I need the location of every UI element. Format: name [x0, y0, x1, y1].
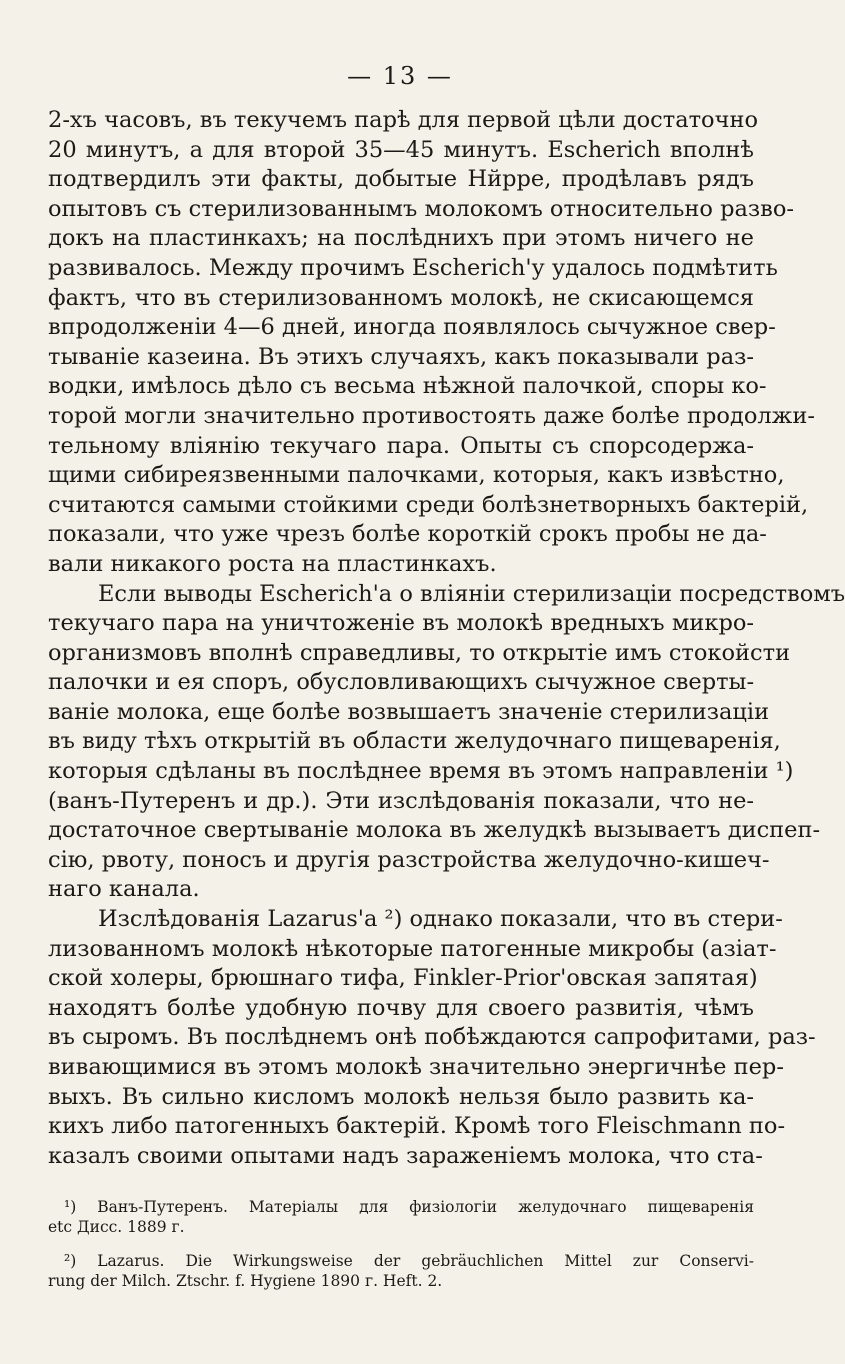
text-line: (ванъ-Путеренъ и др.). Эти изслѣдованія показали, что не- [48, 787, 754, 814]
text-line: докъ на пластинкахъ; на послѣднихъ при этомъ ничего не [48, 225, 754, 252]
text-line: наго канала. [48, 876, 200, 903]
text-line: находятъ болѣе удобную почву для своего развитія, чѣмъ [48, 994, 754, 1021]
text-line: опытовъ съ стерилизованнымъ молокомъ относительно разво- [48, 195, 794, 222]
text-line: вали никакого роста на пластинкахъ. [48, 550, 497, 577]
text-line: вивающимися въ этомъ молокѣ значительно энергичнѣе пер- [48, 1054, 784, 1080]
text-line: лизованномъ молокѣ нѣкоторые патогенные микробы (азіат- [48, 935, 777, 962]
text-line: кихъ либо патогенныхъ бактерій. Кромѣ того Fleischmann по- [48, 1113, 786, 1140]
text-line: въ виду тѣхъ открытій въ области желудочнаго пищеваренія, [48, 728, 781, 755]
text-line: палочки и ея споръ, обусловливающихъ сычужное сверты- [48, 669, 755, 696]
text-line: тельному вліянію текучаго пара. Опыты съ спорсодержа- [48, 432, 754, 459]
text-line: сію, рвоту, поносъ и другія разстройства желудочно-кишеч- [48, 846, 770, 873]
text-line: 20 минутъ, а для второй 35—45 минутъ. Eschеrich вполнѣ [48, 136, 754, 163]
text-line: ской холеры, брюшнаго тифа, Finkler-Prior'овская запятая) [48, 965, 758, 992]
text-line: казалъ своими опытами надъ зараженіемъ молока, что ста- [48, 1142, 763, 1169]
text-line: тываніе казеина. Въ этихъ случаяхъ, какъ показывали раз- [48, 343, 754, 370]
text-line: которыя сдѣланы въ послѣднее время въ этомъ направленіи ¹) [48, 758, 794, 785]
text-line: 2-хъ часовъ, въ текучемъ парѣ для первой цѣли достаточно [48, 107, 759, 133]
text-line: считаются самыми стойкими среди болѣзнетворныхъ бактерій, [48, 491, 809, 518]
text-line: ваніе молока, еще болѣе возвышаетъ значеніе стерилизаціи [48, 698, 770, 725]
text-line: Если выводы Escherich'а о вліяніи стерилизаціи посредствомъ [98, 580, 845, 607]
text-line: щими сибиреязвенными палочками, которыя, какъ извѣстно, [48, 462, 785, 489]
footnote-line: rung der Milch. Ztschr. f. Hygiene 1890 г. Heft. 2. [48, 1272, 443, 1290]
text-line: торой могли значительно противостоять даже болѣе продолжи- [48, 402, 815, 429]
footnote-line: ¹) Ванъ-Путеренъ. Матеріалы для физіологіи желудочнаго пищеваренія [64, 1198, 754, 1216]
text-line: Изслѣдованія Lazarus'а ²) однако показали, что въ стери- [98, 906, 783, 933]
text-line: показали, что уже чрезъ болѣе короткій срокъ пробы не да- [48, 521, 767, 548]
text-line: выхъ. Въ сильно кисломъ молокѣ нельзя было развить ка- [48, 1083, 754, 1110]
footnotes [48, 1197, 754, 1291]
page-number: — 13 — [347, 62, 453, 90]
text-line: водки, имѣлось дѣло съ весьма нѣжной палочкой, споры ко- [48, 373, 767, 400]
footnote-line: ²) Lazarus. Die Wirkungsweise der gebräuchlichen Mittel zur Conservi- [64, 1252, 754, 1270]
text-line: впродолженіи 4—6 дней, иногда появлялось сычужное свер- [48, 314, 776, 341]
text-line: достаточное свертываніе молока въ желудкѣ вызываетъ диспеп- [48, 817, 821, 844]
text-line: текучаго пара на уничтоженіе въ молокѣ вредныхъ микро- [48, 610, 754, 637]
text-line: развивалось. Между прочимъ Escherich'у удалось подмѣтить [48, 254, 778, 281]
text-line: фактъ, что въ стерилизованномъ молокѣ, не скисающемся [48, 284, 754, 311]
text-line: подтвердилъ эти факты, добытые Нйрре, продѣлавъ рядъ [48, 166, 754, 193]
body-text [48, 106, 845, 1171]
text-line: организмовъ вполнѣ справедливы, то открытіе имъ стокойсти [48, 639, 791, 666]
text-line: въ сыромъ. Въ послѣднемъ онѣ побѣждаются сапрофитами, раз- [48, 1024, 816, 1051]
footnote-line: etc Дисс. 1889 г. [48, 1218, 185, 1236]
